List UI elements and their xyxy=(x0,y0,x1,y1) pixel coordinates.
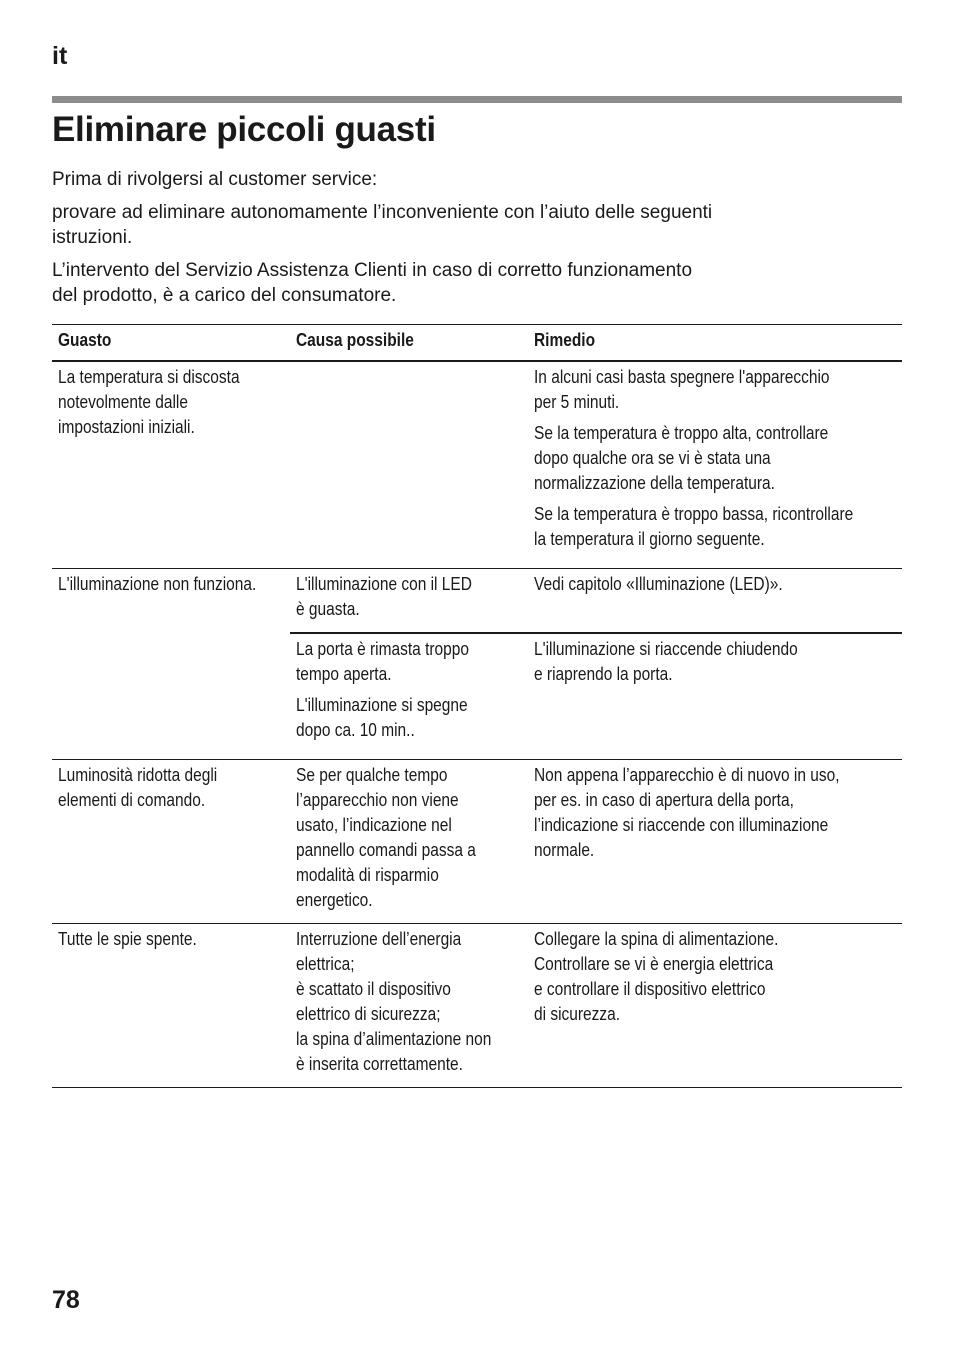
page-number: 78 xyxy=(52,1286,80,1314)
cell-causa: L'illuminazione con il LED è guasta. xyxy=(290,569,528,634)
cell-rimedio: Collegare la spina di alimentazione. Controllare se vi è energia elettrica e controllare il dispositivo elettrico di sicurezza. xyxy=(528,924,902,1088)
intro-paragraph: L’intervento del Servizio Assistenza Clienti in caso di corretto funzionamento del prodotto, è a carico del consumatore. xyxy=(52,259,693,306)
cell-guasto: La temperatura si discosta notevolmente dalle impostazioni iniziali. xyxy=(58,367,240,437)
cell-guasto: Tutte le spie spente. xyxy=(52,924,290,1088)
table-header-row xyxy=(52,325,902,362)
table-row xyxy=(52,569,902,634)
cell-rimedio: Vedi capitolo «Illuminazione (LED)». xyxy=(528,569,902,634)
cell-guasto: Luminosità ridotta degli elementi di comando. xyxy=(52,760,290,924)
cell-rimedio xyxy=(528,361,902,569)
page-title: Eliminare piccoli guasti xyxy=(52,110,436,149)
causa-paragraph: La porta è rimasta troppo tempo aperta. xyxy=(296,639,469,684)
troubleshooting-table xyxy=(52,324,902,1088)
header-rule xyxy=(52,96,902,103)
cell-causa xyxy=(290,633,528,760)
column-header-causa: Causa possibile xyxy=(290,325,528,362)
cell-causa: Se per qualche tempo l’apparecchio non viene usato, l’indicazione nel pannello comandi passa a modalità di risparmio energetico. xyxy=(290,760,528,924)
rimedio-paragraph: Se la temperatura è troppo bassa, ricontrollare la temperatura il giorno seguente. xyxy=(534,504,854,549)
cell-rimedio: Non appena l’apparecchio è di nuovo in uso, per es. in caso di apertura della porta, l’indicazione si riaccende con illuminazione normale. xyxy=(528,760,902,924)
rimedio-paragraph: In alcuni casi basta spegnere l'apparecchio per 5 minuti. xyxy=(534,367,830,412)
cell-causa: Interruzione dell’energia elettrica; è scattato il dispositivo elettrico di sicurezza; la spina d’alimentazione non è inserita correttamente. xyxy=(290,924,528,1088)
intro-text xyxy=(52,167,852,316)
language-code: it xyxy=(52,42,68,70)
table-row xyxy=(52,924,902,1088)
cell-rimedio: L'illuminazione si riaccende chiudendo e riaprendo la porta. xyxy=(528,633,902,760)
intro-paragraph: provare ad eliminare autonomamente l’inconveniente con l’aiuto delle seguenti istruzioni. xyxy=(52,201,713,248)
rimedio-paragraph: Se la temperatura è troppo alta, controllare dopo qualche ora se vi è stata una normalizzazione della temperatura. xyxy=(534,423,829,493)
column-header-guasto: Guasto xyxy=(52,325,290,362)
causa-paragraph: L'illuminazione si spegne dopo ca. 10 min.. xyxy=(296,695,468,740)
table-row xyxy=(52,760,902,924)
intro-paragraph: Prima di rivolgersi al customer service: xyxy=(52,169,378,190)
column-header-rimedio: Rimedio xyxy=(528,325,902,362)
table-row xyxy=(52,361,902,569)
cell-guasto: L'illuminazione non funziona. xyxy=(52,569,290,760)
cell-causa xyxy=(290,361,528,569)
